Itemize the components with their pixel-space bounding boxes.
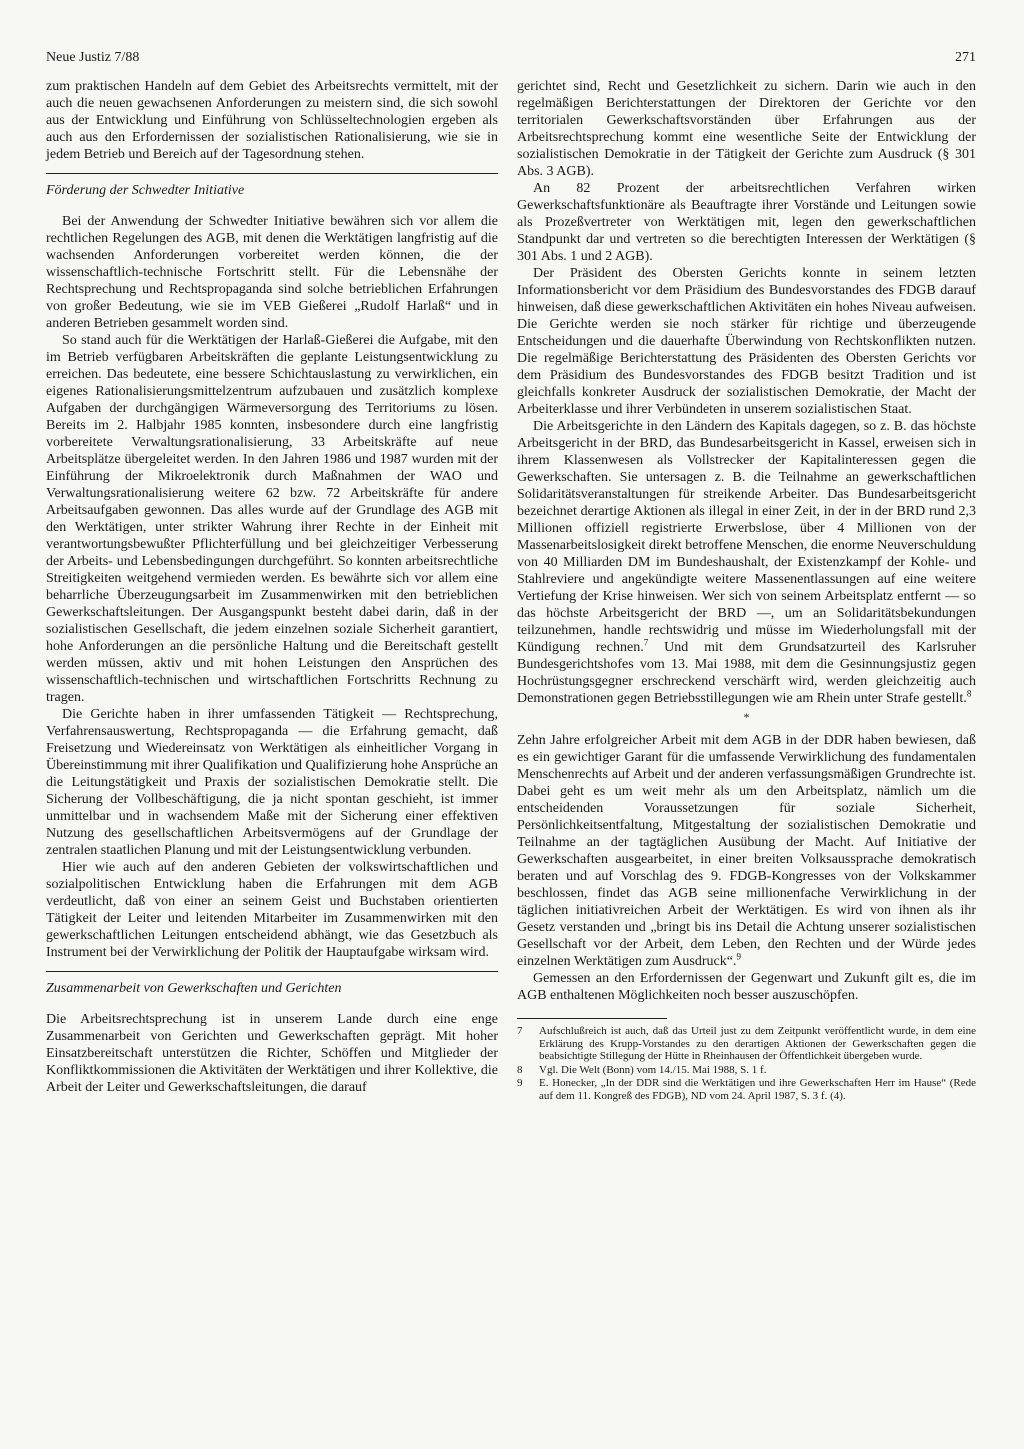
paragraph-text: Und mit dem Grundsatzurteil des Karlsruher Bundesgerichtshofes vom 13. Mai 1988, mit dem die Gesinnungsjustiz gegen Hochrüstungsgegner erschreckend verschärft wird, werden gleichzeitig auch Demonstrationen gegen Betriebsstillegungen wie am Rhein unter Strafe gestellt. <box>517 640 976 706</box>
page-number: 271 <box>955 50 976 65</box>
right-column <box>517 78 976 1103</box>
footnote-text: Aufschlußreich ist auch, daß das Urteil just zu dem Zeitpunkt veröffentlicht wurde, in dem eine Erklärung des Krupp-Vorstandes zu den derartigen Aktionen der Gewerkschaften gegen die beabsichtigte Stillegung der Hütte in Rheinhausen der Öffentlichkeit übergeben wurde. <box>539 1025 976 1062</box>
paragraph <box>517 732 976 970</box>
footnotes <box>517 1025 976 1102</box>
paragraph: Bei der Anwendung der Schwedter Initiative bewähren sich vor allem die rechtlichen Regelungen des AGB, mit denen die Werktätigen langfristig auf die wachsenden Anforderungen vorbereitet werden können, die der wissenschaftlich-technische Fortschritt stellt. Für die Lebensnähe der Rechtsprechung und Rechtspropaganda sind solche betrieblichen Erfahrungen von großer Bedeutung, wie sie im VEB Gießerei „Rudolf Harlaß“ und in anderen Betrieben gesammelt worden sind. <box>46 214 498 331</box>
footnote-ref: 8 <box>966 688 972 699</box>
paragraph: Hier wie auch auf den anderen Gebieten der volkswirtschaftlichen und sozialpolitischen Entwicklung haben die Erfahrungen mit dem AGB verdeutlicht, daß von einer an seinem Geist und Buchstaben orientierten Tätigkeit der Leiter und leitenden Mitarbeiter im Zusammenwirken mit den gewerkschaftlichen Leitungen entscheidend abhängt, wie das Gesetzbuch als Instrument bei der Verwirklichung der Politik der Hauptaufgabe wirksam wird. <box>46 860 498 960</box>
section-divider <box>46 971 498 972</box>
section-divider <box>46 173 498 174</box>
paragraph: gerichtet sind, Recht und Gesetzlichkeit zu sichern. Darin wie auch in den regelmäßigen Berichterstattungen der Direktoren der Gerichte vor den territorialen Gewerkschaftsvorständen über Erfahrungen aus der Arbeitsrechtsprechung kommt eine wesentliche Seite der Entwicklung der sozialistischen Demokratie in der Tätigkeit der Gerichte zum Ausdruck (§ 301 Abs. 3 AGB). <box>517 79 976 179</box>
footnote-text: Vgl. Die Welt (Bonn) vom 14./15. Mai 1988, S. 1 f. <box>539 1063 767 1076</box>
paragraph: Die Arbeitsrechtsprechung ist in unserem Lande durch eine enge Zusammenarbeit von Gerichten und Gewerkschaften geprägt. Mit hoher Einsatzbereitschaft unterstützen die Richter, Schöffen und Mitglieder der Konfliktkommissionen die Aktivitäten der Werktätigen und ihrer Kollektive, die Arbeit der Leiter und Gewerkschaftsleitungen, die darauf <box>46 1012 498 1095</box>
footnote-divider <box>517 1018 667 1019</box>
paragraph: Gemessen an den Erfordernissen der Gegenwart und Zukunft gilt es, die im AGB enthaltenen Möglichkeiten noch besser auszuschöpfen. <box>517 971 976 1003</box>
paragraph-text: Zehn Jahre erfolgreicher Arbeit mit dem AGB in der DDR haben bewiesen, daß es ein gewichtiger Garant für die umfassende Verwirklichung des fundamentalen Menschenrechts auf Arbeit und der anderen verfassungsmäßigen Grundrechte ist. Dabei geht es um weit mehr als um den Arbeitsplatz, nämlich um die entscheidenden Voraussetzungen für soziale Sicherheit, Persönlichkeitsentfaltung, Mitgestaltung der sozialistischen Demokratie und Teilnahme an der tagtäglichen Ausübung der Macht. Auf Initiative der Gewerkschaften ausgearbeitet, in einer breiten Volksaussprache demokratisch beraten und auf Vorschlag des 9. FDGB-Kongresses von der Volkskammer beschlossen, findet das AGB seine millionenfache Verwirklichung in der täglichen initiativreichen Arbeit der Werktätigen. Es wird von ihnen als ihr Gesetz verstanden und „bringt bis ins Detail die Achtung unserer sozialistischen Gesellschaft vor der Arbeit, dem Leben, den Rechten und der Würde jedes einzelnen Werktätigen zum Ausdruck“. <box>517 733 976 969</box>
footnote-ref: 7 <box>643 637 649 648</box>
footnote-number: 9 <box>517 1077 523 1089</box>
paragraph: An 82 Prozent der arbeitsrechtlichen Verfahren wirken Gewerkschaftsfunktionäre als Beauftragte ihrer Vorstände und Leitungen sowie als Prozeßvertreter von Werktätigen mit, legen den gewerkschaftlichen Standpunkt dar und vertreten so die berechtigten Interessen der Werktätigen (§ 301 Abs. 1 und 2 AGB). <box>517 181 976 264</box>
section-heading: Zusammenarbeit von Gewerkschaften und Gerichten <box>46 981 342 996</box>
footnote-number: 8 <box>517 1063 523 1076</box>
section-separator: * <box>743 710 750 724</box>
paragraph-text: Die Arbeitsgerichte in den Ländern des Kapitals dagegen, so z. B. das höchste Arbeitsgericht in der BRD, das Bundesarbeitsgericht in Kassel, erweisen sich in ihrem Klassenwesen als Vollstrecker der Kapitalinteressen gegen die Gewerkschaften. Sie untersagen z. B. die Teilnahme an gewerkschaftlichen Solidaritätsveranstaltungen für streikende Arbeiter. Das Bundesarbeitsgericht bezeichnet derartige Aktionen als illegal in einer Zeit, in der in der BRD rund 2,3 Millionen offiziell registrierte Erwerbslose, über 4 Millionen von der Massenarbeitslosigkeit direkt betroffene Menschen, die enorme Neuverschuldung von 40 Milliarden DM im Bundeshaushalt, der Existenzkampf der Kohle- und Stahlreviere und angekündigte weitere Massenentlassungen auf eine weitere Vertiefung der Krise hinweisen. Wer sich von seinem Arbeitsplatz entfernt — so das höchste Arbeitsgericht der BRD —, um an Solidaritätsbekundungen teilzunehmen, handle rechtswidrig und müsse im Wiederholungsfall mit der Kündigung rechnen. <box>517 419 976 655</box>
footnote <box>517 1025 976 1063</box>
footnote-text: E. Honecker, „In der DDR sind die Werktätigen und ihre Gewerkschaften Herr im Hause“ (Rede auf dem 11. Kongreß des FDGB), ND vom 24. April 1987, S. 3 f. (4). <box>539 1077 976 1102</box>
paragraph: So stand auch für die Werktätigen der Harlaß-Gießerei die Aufgabe, mit den im Betrieb verfügbaren Arbeitskräften die geplante Leistungsentwicklung zu erreichen. Das bedeutete, eine bessere Schichtauslastung zu verwirklichen, ein eigenes Rationalisierungsmittelzentrum aufzubauen und zusätzlich komplexe Aufgaben der durchgängigen Wärmeversorgung des Territoriums zu lösen. Bereits im 2. Halbjahr 1985 konnten, insbesondere durch eine langfristig vorbereitete Verwaltungsrationalisierung, 33 Arbeitskräfte auf neue Arbeitsplätze übergeleitet werden. In den Jahren 1986 und 1987 wurden mit der Einführung der Mikroelektronik durch Maßnahmen der WAO und Verwaltungsrationalisierung weitere 62 bzw. 72 Arbeitskräfte für andere Arbeitsaufgaben gewonnen. Das alles wurde auf der Grundlage des AGB mit den Werktätigen, unter strikter Wahrung ihrer Rechte in der Einheit mit verantwortungsbewußter Pflichterfüllung und bei gleichzeitiger Verbesserung der Arbeits- und Lebensbedingungen durchgeführt. So konnten arbeitsrechtliche Streitigkeiten weitgehend vermieden werden. Es bewährte sich vor allem eine beharrliche Überzeugungsarbeit im Zusammenwirken mit den betrieblichen Gewerkschaftsleitungen. Der Ausgangspunkt besteht dabei darin, daß in der sozialistischen Gesellschaft, die jedem einzelnen soziale Sicherheit garantiert, hohe Anforderungen an die persönliche Haltung und die Bereitschaft gestellt werden müssen, aktiv und mit hohen Leistungen den Ansprüchen des wissenschaftlich-technischen und wirtschaftlichen Fortschritts Rechnung zu tragen. <box>46 333 498 705</box>
journal-issue: Neue Justiz 7/88 <box>46 50 140 65</box>
footnote <box>517 1077 976 1102</box>
paragraph: Der Präsident des Obersten Gerichts konnte in seinem letzten Informationsbericht vor dem Präsidium des Bundesvorstandes des FDGB darauf hinweisen, daß diese gewerkschaftlichen Aktivitäten ein hohes Niveau aufweisen. Die Gerichte werden sie noch stärker für richtige und überzeugende Entscheidungen und die dauerhafte Überwindung von Rechtskonflikten nutzen. Die regelmäßige Berichterstattung des Präsidenten des Obersten Gerichts vor dem Präsidium des Bundesvorstandes des FDGB besitzt Tradition und ist gleichfalls konkreter Ausdruck der sozialistischen Demokratie, der Macht der Arbeiterklasse und ihrer Verbündeten in unserem sozialistischen Staat. <box>517 266 976 417</box>
paragraph <box>517 418 976 707</box>
left-column <box>46 78 498 1096</box>
running-head <box>46 50 976 72</box>
footnote-number: 7 <box>517 1025 523 1037</box>
paragraph: Die Gerichte haben in ihrer umfassenden Tätigkeit — Rechtsprechung, Verfahrensauswertung, Rechtspropaganda — die Erfahrung gemacht, daß Freisetzung und Wiedereinsatz von Werktätigen als einheitlicher Vorgang in Übereinstimmung mit ihrer Qualifikation und Qualifizierung hohe Ansprüche an die Leitungstätigkeit und Praxis der sozialistischen Demokratie stellt. Die Sicherung der Vollbeschäftigung, die ja nicht spontan geschieht, ist immer unmittelbar und in wachsendem Maße mit der Sicherung einer effektiven Nutzung des gesellschaftlichen Arbeitsvermögens auf der Grundlage der zentralen staatlichen Planung und mit der Leistungsentwicklung verbunden. <box>46 707 498 858</box>
footnote <box>517 1064 976 1077</box>
paragraph: zum praktischen Handeln auf dem Gebiet des Arbeitsrechts vermittelt, mit der auch die neuen gewachsenen Anforderungen zu meistern sind, die sich sowohl aus der Entwicklung und Einführung von Schlüsseltechnologien ergeben als auch aus den Erfordernissen der sozialistischen Rationalisierung, wie sie in jedem Betrieb und Bereich auf der Tagesordnung stehen. <box>46 79 498 162</box>
section-heading: Förderung der Schwedter Initiative <box>46 183 245 198</box>
footnote-ref: 9 <box>736 951 741 962</box>
